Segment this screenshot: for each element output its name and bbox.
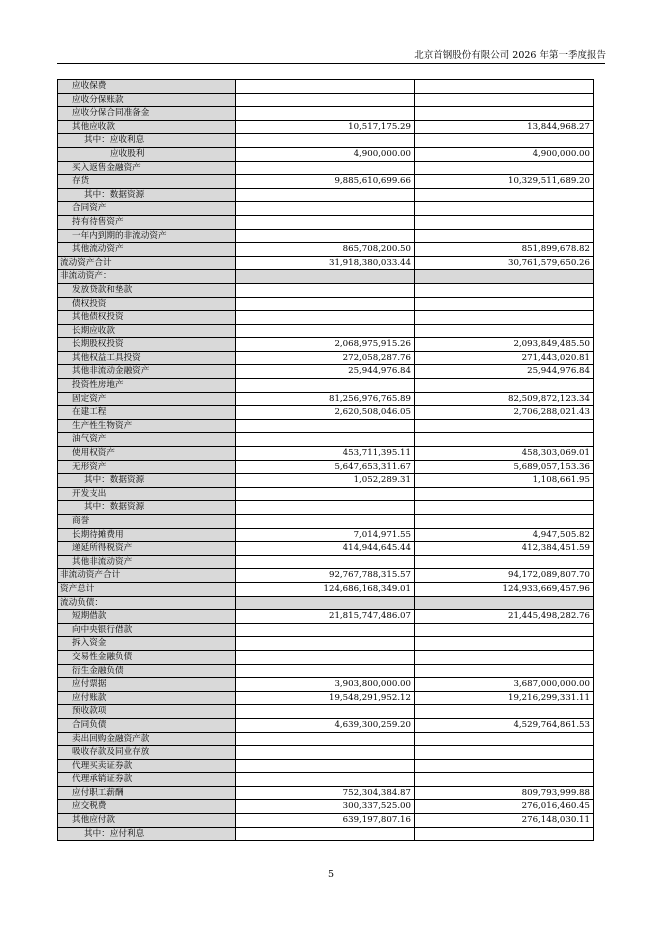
prior-period-value: 1,108,661.95 xyxy=(415,474,594,488)
prior-period-value xyxy=(415,623,594,637)
row-label: 拆入资金 xyxy=(58,637,236,651)
row-label: 应收分保合同准备金 xyxy=(58,107,236,121)
prior-period-value xyxy=(415,515,594,529)
row-label: 非流动资产： xyxy=(58,270,236,284)
current-period-value xyxy=(236,202,415,216)
prior-period-value xyxy=(415,433,594,447)
prior-period-value xyxy=(415,732,594,746)
row-label: 无形资产 xyxy=(58,460,236,474)
table-row xyxy=(58,80,594,94)
prior-period-value xyxy=(415,229,594,243)
current-period-value: 124,686,168,349.01 xyxy=(236,582,415,596)
prior-period-value: 2,706,288,021.43 xyxy=(415,406,594,420)
current-period-value: 300,337,525.00 xyxy=(236,800,415,814)
prior-period-value xyxy=(415,324,594,338)
row-label: 长期待摊费用 xyxy=(58,528,236,542)
prior-period-value xyxy=(415,759,594,773)
prior-period-value: 21,445,498,282.76 xyxy=(415,610,594,624)
current-period-value: 19,548,291,952.12 xyxy=(236,691,415,705)
row-label: 其中：数据资源 xyxy=(58,474,236,488)
row-label: 债权投资 xyxy=(58,297,236,311)
prior-period-value xyxy=(415,202,594,216)
table-row xyxy=(58,134,594,148)
current-period-value xyxy=(236,555,415,569)
row-label: 应交税费 xyxy=(58,800,236,814)
table-row xyxy=(58,800,594,814)
row-label: 应收分保账款 xyxy=(58,93,236,107)
prior-period-value xyxy=(415,134,594,148)
prior-period-value xyxy=(415,419,594,433)
prior-period-value xyxy=(415,80,594,94)
table-row xyxy=(58,610,594,624)
prior-period-value xyxy=(415,93,594,107)
row-label: 合同负债 xyxy=(58,718,236,732)
prior-period-value xyxy=(415,297,594,311)
table-row xyxy=(58,746,594,760)
row-label: 流动资产合计 xyxy=(58,256,236,270)
row-label: 其他应付款 xyxy=(58,814,236,828)
table-row xyxy=(58,392,594,406)
table-row xyxy=(58,515,594,529)
row-label: 流动负债： xyxy=(58,596,236,610)
prior-period-value: 82,509,872,123.34 xyxy=(415,392,594,406)
table-row xyxy=(58,555,594,569)
current-period-value xyxy=(236,80,415,94)
prior-period-value: 10,329,511,689.20 xyxy=(415,175,594,189)
current-period-value xyxy=(236,134,415,148)
current-period-value: 4,639,300,259.20 xyxy=(236,718,415,732)
current-period-value xyxy=(236,705,415,719)
row-label: 一年内到期的非流动资产 xyxy=(58,229,236,243)
current-period-value xyxy=(236,773,415,787)
current-period-value xyxy=(236,501,415,515)
table-row xyxy=(58,406,594,420)
row-label: 其他流动资产 xyxy=(58,243,236,257)
current-period-value xyxy=(236,746,415,760)
current-period-value xyxy=(236,487,415,501)
current-period-value: 7,014,971.55 xyxy=(236,528,415,542)
current-period-value xyxy=(236,379,415,393)
row-label: 应付票据 xyxy=(58,678,236,692)
current-period-value xyxy=(236,596,415,610)
prior-period-value xyxy=(415,664,594,678)
current-period-value: 272,058,287.76 xyxy=(236,351,415,365)
table-row xyxy=(58,596,594,610)
row-label: 商誉 xyxy=(58,515,236,529)
current-period-value xyxy=(236,161,415,175)
table-row xyxy=(58,215,594,229)
row-label: 使用权资产 xyxy=(58,447,236,461)
prior-period-value xyxy=(415,283,594,297)
prior-period-value: 5,689,057,153.36 xyxy=(415,460,594,474)
table-row xyxy=(58,229,594,243)
row-label: 交易性金融负债 xyxy=(58,650,236,664)
row-label: 其他非流动金融资产 xyxy=(58,365,236,379)
current-period-value xyxy=(236,229,415,243)
row-label: 卖出回购金融资产款 xyxy=(58,732,236,746)
prior-period-value: 30,761,579,650.26 xyxy=(415,256,594,270)
current-period-value xyxy=(236,650,415,664)
report-header: 北京首钢股份有限公司 2026 年第一季度报告 xyxy=(414,50,606,61)
row-label: 应收股利 xyxy=(58,147,236,161)
current-period-value: 2,068,975,915.26 xyxy=(236,338,415,352)
table-row xyxy=(58,528,594,542)
prior-period-value: 276,016,460.45 xyxy=(415,800,594,814)
prior-period-value xyxy=(415,650,594,664)
prior-period-value: 851,899,678.82 xyxy=(415,243,594,257)
prior-period-value: 13,844,968.27 xyxy=(415,120,594,134)
row-label: 预收款项 xyxy=(58,705,236,719)
current-period-value: 453,711,395.11 xyxy=(236,447,415,461)
table-row xyxy=(58,419,594,433)
current-period-value: 21,815,747,486.07 xyxy=(236,610,415,624)
table-row xyxy=(58,718,594,732)
prior-period-value xyxy=(415,705,594,719)
prior-period-value: 276,148,030.11 xyxy=(415,814,594,828)
prior-period-value: 412,384,451.59 xyxy=(415,542,594,556)
row-label: 合同资产 xyxy=(58,202,236,216)
current-period-value: 414,944,645.44 xyxy=(236,542,415,556)
table-row xyxy=(58,161,594,175)
current-period-value xyxy=(236,270,415,284)
table-row xyxy=(58,705,594,719)
table-row xyxy=(58,324,594,338)
table-row xyxy=(58,732,594,746)
table-row xyxy=(58,460,594,474)
current-period-value xyxy=(236,419,415,433)
table-row xyxy=(58,338,594,352)
row-label: 其中：数据资源 xyxy=(58,188,236,202)
row-label: 其他应收款 xyxy=(58,120,236,134)
prior-period-value xyxy=(415,827,594,841)
row-label: 其中：应付利息 xyxy=(58,827,236,841)
table-row xyxy=(58,175,594,189)
current-period-value xyxy=(236,827,415,841)
table-row xyxy=(58,93,594,107)
prior-period-value xyxy=(415,487,594,501)
table-row xyxy=(58,351,594,365)
table-row xyxy=(58,311,594,325)
header-divider xyxy=(57,63,605,64)
table-row xyxy=(58,243,594,257)
row-label: 向中央银行借款 xyxy=(58,623,236,637)
table-row xyxy=(58,664,594,678)
current-period-value xyxy=(236,297,415,311)
prior-period-value: 19,216,299,331.11 xyxy=(415,691,594,705)
current-period-value: 10,517,175.29 xyxy=(236,120,415,134)
balance-sheet-body xyxy=(58,80,594,841)
table-row xyxy=(58,379,594,393)
row-label: 长期应收款 xyxy=(58,324,236,338)
table-row xyxy=(58,623,594,637)
table-row xyxy=(58,270,594,284)
current-period-value xyxy=(236,93,415,107)
current-period-value xyxy=(236,107,415,121)
current-period-value: 865,708,200.50 xyxy=(236,243,415,257)
table-row xyxy=(58,637,594,651)
current-period-value xyxy=(236,188,415,202)
row-label: 生产性生物资产 xyxy=(58,419,236,433)
row-label: 应付职工薪酬 xyxy=(58,786,236,800)
current-period-value: 4,900,000.00 xyxy=(236,147,415,161)
prior-period-value: 458,303,069.01 xyxy=(415,447,594,461)
current-period-value xyxy=(236,759,415,773)
table-row xyxy=(58,569,594,583)
current-period-value xyxy=(236,324,415,338)
table-row xyxy=(58,188,594,202)
prior-period-value: 4,947,505.82 xyxy=(415,528,594,542)
prior-period-value xyxy=(415,215,594,229)
row-label: 买入返售金融资产 xyxy=(58,161,236,175)
table-row xyxy=(58,773,594,787)
prior-period-value: 271,443,020.81 xyxy=(415,351,594,365)
row-label: 递延所得税资产 xyxy=(58,542,236,556)
prior-period-value xyxy=(415,637,594,651)
prior-period-value xyxy=(415,107,594,121)
table-row xyxy=(58,501,594,515)
row-label: 其他非流动资产 xyxy=(58,555,236,569)
current-period-value: 81,256,976,765.89 xyxy=(236,392,415,406)
table-row xyxy=(58,297,594,311)
current-period-value: 31,918,380,033.44 xyxy=(236,256,415,270)
table-row xyxy=(58,542,594,556)
current-period-value xyxy=(236,664,415,678)
current-period-value xyxy=(236,515,415,529)
current-period-value: 9,885,610,699.66 xyxy=(236,175,415,189)
balance-sheet-table xyxy=(57,79,594,841)
table-row xyxy=(58,678,594,692)
table-row xyxy=(58,827,594,841)
table-row xyxy=(58,759,594,773)
current-period-value xyxy=(236,637,415,651)
table-row xyxy=(58,786,594,800)
table-row xyxy=(58,256,594,270)
table-row xyxy=(58,365,594,379)
table-row xyxy=(58,283,594,297)
prior-period-value: 4,900,000.00 xyxy=(415,147,594,161)
prior-period-value: 4,529,764,861.53 xyxy=(415,718,594,732)
row-label: 在建工程 xyxy=(58,406,236,420)
table-row xyxy=(58,650,594,664)
current-period-value: 25,944,976.84 xyxy=(236,365,415,379)
prior-period-value xyxy=(415,501,594,515)
prior-period-value xyxy=(415,188,594,202)
row-label: 资产总计 xyxy=(58,582,236,596)
table-row xyxy=(58,691,594,705)
current-period-value xyxy=(236,311,415,325)
row-label: 发放贷款和垫款 xyxy=(58,283,236,297)
row-label: 应收保费 xyxy=(58,80,236,94)
prior-period-value: 3,687,000,000.00 xyxy=(415,678,594,692)
row-label: 应付账款 xyxy=(58,691,236,705)
current-period-value: 3,903,800,000.00 xyxy=(236,678,415,692)
row-label: 非流动资产合计 xyxy=(58,569,236,583)
row-label: 固定资产 xyxy=(58,392,236,406)
prior-period-value: 25,944,976.84 xyxy=(415,365,594,379)
table-row xyxy=(58,147,594,161)
prior-period-value: 94,172,089,807.70 xyxy=(415,569,594,583)
row-label: 代理承销证券款 xyxy=(58,773,236,787)
current-period-value xyxy=(236,433,415,447)
current-period-value: 5,647,653,311.67 xyxy=(236,460,415,474)
table-row xyxy=(58,107,594,121)
current-period-value: 1,052,289.31 xyxy=(236,474,415,488)
row-label: 代理买卖证券款 xyxy=(58,759,236,773)
row-label: 油气资产 xyxy=(58,433,236,447)
current-period-value: 92,767,788,315.57 xyxy=(236,569,415,583)
table-row xyxy=(58,433,594,447)
row-label: 开发支出 xyxy=(58,487,236,501)
current-period-value: 639,197,807.16 xyxy=(236,814,415,828)
prior-period-value xyxy=(415,161,594,175)
table-row xyxy=(58,447,594,461)
table-row xyxy=(58,202,594,216)
current-period-value xyxy=(236,283,415,297)
table-row xyxy=(58,120,594,134)
row-label: 长期股权投资 xyxy=(58,338,236,352)
prior-period-value xyxy=(415,555,594,569)
current-period-value: 752,304,384.87 xyxy=(236,786,415,800)
table-row xyxy=(58,474,594,488)
prior-period-value xyxy=(415,746,594,760)
prior-period-value: 2,093,849,485.50 xyxy=(415,338,594,352)
current-period-value: 2,620,508,046.05 xyxy=(236,406,415,420)
table-row xyxy=(58,582,594,596)
page-number: 5 xyxy=(327,869,335,880)
table-row xyxy=(58,487,594,501)
current-period-value xyxy=(236,215,415,229)
prior-period-value xyxy=(415,379,594,393)
row-label: 其中：数据资源 xyxy=(58,501,236,515)
current-period-value xyxy=(236,732,415,746)
row-label: 其他债权投资 xyxy=(58,311,236,325)
prior-period-value xyxy=(415,773,594,787)
row-label: 短期借款 xyxy=(58,610,236,624)
prior-period-value xyxy=(415,596,594,610)
prior-period-value: 124,933,669,457.96 xyxy=(415,582,594,596)
row-label: 存货 xyxy=(58,175,236,189)
row-label: 其他权益工具投资 xyxy=(58,351,236,365)
current-period-value xyxy=(236,623,415,637)
row-label: 其中：应收利息 xyxy=(58,134,236,148)
prior-period-value xyxy=(415,270,594,284)
row-label: 投资性房地产 xyxy=(58,379,236,393)
prior-period-value: 809,793,999.88 xyxy=(415,786,594,800)
row-label: 持有待售资产 xyxy=(58,215,236,229)
row-label: 衍生金融负债 xyxy=(58,664,236,678)
prior-period-value xyxy=(415,311,594,325)
table-row xyxy=(58,814,594,828)
row-label: 吸收存款及同业存放 xyxy=(58,746,236,760)
